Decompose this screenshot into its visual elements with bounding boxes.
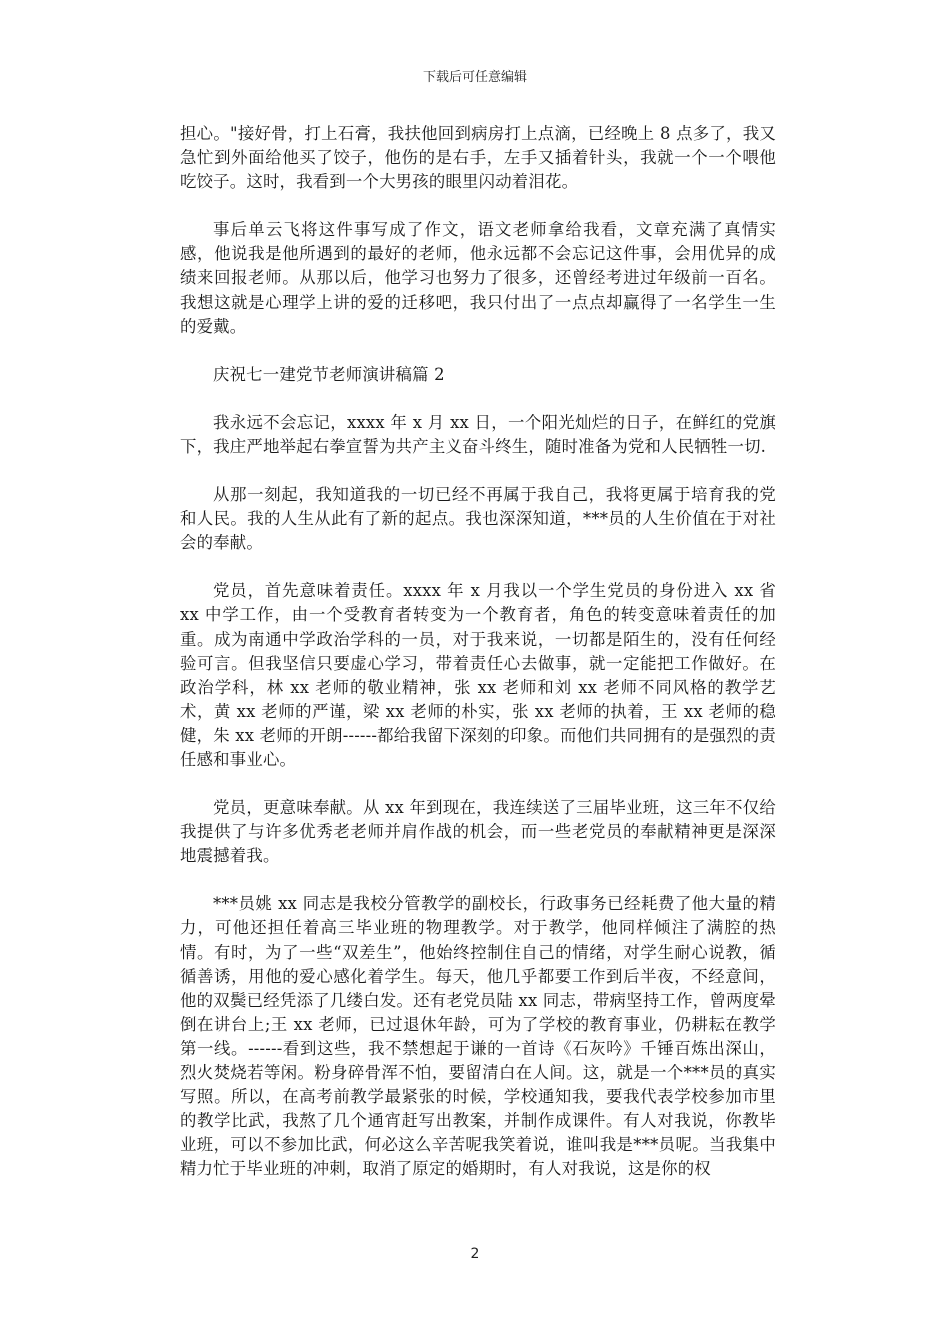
- page-number: 2: [470, 1246, 480, 1262]
- page-header: 下载后可任意编辑: [422, 70, 527, 85]
- paragraph: 事后单云飞将这件事写成了作文，语文老师拿给我看，文章充满了真情实感，他说我是他所遇到的最好的老师，他永远都不会忘记这件事，会用优异的成绩来回报老师。从那以后，他学习也努力了很多，还曾经考进过年级前一百名。我想这就是心理学上讲的爱的迁移吧，我只付出了一点点却赢得了一名学生一生的爱戴。: [180, 220, 776, 336]
- paragraph: 我永远不会忘记，xxxx 年 x 月 xx 日，一个阳光灿烂的日子，在鲜红的党旗下，我庄严地举起右拳宣誓为共产主义奋斗终生，随时准备为党和人民牺牲一切.: [180, 412, 776, 456]
- paragraph: 从那一刻起，我知道我的一切已经不再属于我自己，我将更属于培育我的党和人民。我的人生从此有了新的起点。我也深深知道，***员的人生价值在于对社会的奉献。: [180, 485, 776, 553]
- paragraph: 党员，更意味奉献。从 xx 年到现在，我连续送了三届毕业班，这三年不仅给我提供了与许多优秀老老师并肩作战的机会，而一些老党员的奉献精神更是深深地震撼着我。: [180, 798, 776, 866]
- document-body: [180, 122, 776, 1205]
- paragraph: 党员，首先意味着责任。xxxx 年 x 月我以一个学生党员的身份进入 xx 省 xx 中学工作，由一个受教育者转变为一个教育者，角色的转变意味着责任的加重。成为南通中学政治学科的一员，对于我来说，一切都是陌生的，没有任何经验可言。但我坚信只要虚心学习，带着责任心去做事，就一定能把工作做好。在政治学科，林 xx 老师的敬业精神，张 xx 老师和刘 xx 老师不同风格的教学艺术，黄 xx 老师的严谨，梁 xx 老师的朴实，张 xx 老师的执着，王 xx 老师的稳健，朱 xx 老师的开朗------都给我留下深刻的印象。而他们共同拥有的是强烈的责任感和事业心。: [180, 581, 776, 769]
- paragraph: 担心。"接好骨，打上石膏，我扶他回到病房打上点滴，已经晚上 8 点多了，我又急忙到外面给他买了饺子，他伤的是右手，左手又插着针头，我就一个一个喂他吃饺子。这时，我看到一个大男孩的眼里闪动着泪花。: [180, 124, 776, 192]
- paragraph: ***员姚 xx 同志是我校分管教学的副校长，行政事务已经耗费了他大量的精力，可他还担任着高三毕业班的物理教学。对于教学，他同样倾注了满腔的热情。有时，为了一些“双差生”，他始终控制住自己的情绪，对学生耐心说教，循循善诱，用他的爱心感化着学生。每天，他几乎都要工作到后半夜，不经意间，他的双鬓已经凭添了几缕白发。还有老党员陆 xx 同志，带病坚持工作，曾两度晕倒在讲台上;王 xx 老师，已过退休年龄，可为了学校的教育事业，仍耕耘在教学第一线。------看到这些，我不禁想起于谦的一首诗《石灰吟》千锤百炼出深山，烈火焚烧若等闲。粉身碎骨浑不怕，要留清白在人间。这，就是一个***员的真实写照。所以，在高考前教学最紧张的时候，学校通知我，要我代表学校参加市里的教学比武，我熬了几个通宵赶写出教案，并制作成课件。有人对我说，你教毕业班，可以不参加比武，何必这么辛苦呢我笑着说，谁叫我是***员呢。当我集中精力忙于毕业班的冲刺，取消了原定的婚期时，有人对我说，这是你的权: [180, 894, 776, 1179]
- section-heading: 庆祝七一建党节老师演讲稿篇 2: [213, 364, 445, 384]
